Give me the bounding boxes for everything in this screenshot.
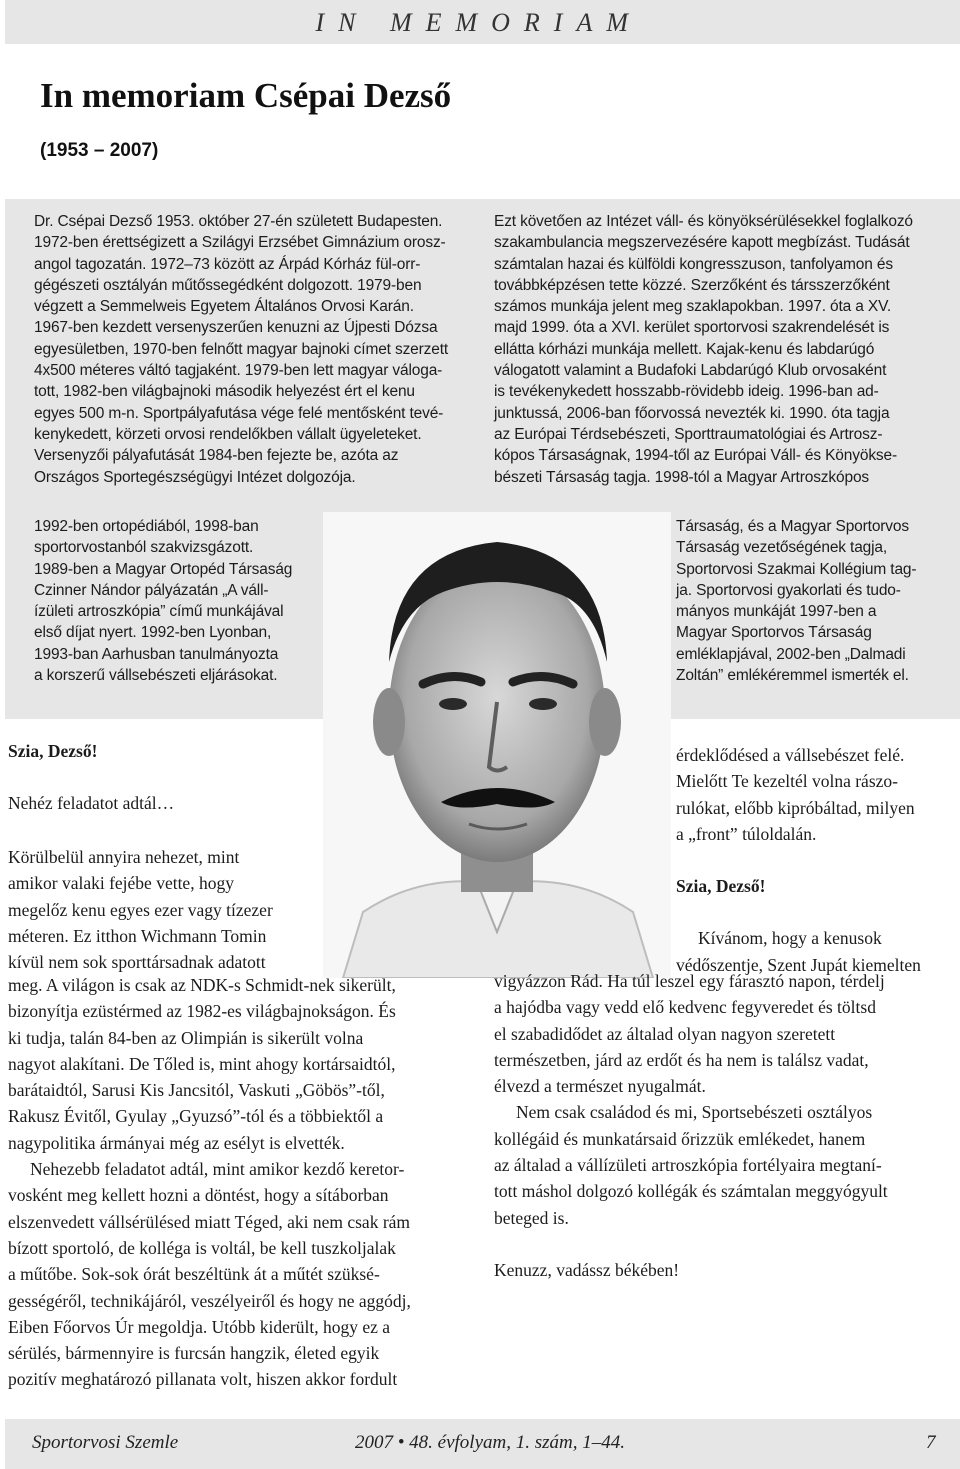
- tribute-left-column: [8, 972, 470, 1393]
- tribute-intro: [8, 738, 311, 817]
- bio-line: ja. Sportorvosi gyakorlati és tudo-: [676, 581, 901, 599]
- tribute-line: bizonyítja ezüstérmed az 1982-es világbajnokságon. És: [8, 1001, 396, 1022]
- article-title: In memoriam Csépai Dezső: [40, 76, 452, 115]
- bio-line: Zoltán” emlékéremmel ismerték el.: [676, 667, 909, 685]
- bio-line: gégészeti osztályán műtőssegédként dolgozott. 1979-ben: [34, 276, 422, 294]
- bio-line: Társaság, és a Magyar Sportorvos: [676, 518, 909, 535]
- issue-year: 2007: [355, 1432, 393, 1453]
- bio-line: Sportorvosi Szakmai Kollégium tag-: [676, 560, 917, 578]
- tribute-right-top: [676, 742, 956, 978]
- bio-line: Dr. Csépai Dezső 1953. október 27-én született Budapesten.: [34, 213, 443, 230]
- tribute-line: Eiben Főorvos Úr megoldja. Utóbb kiderült, hogy ez a: [8, 1316, 391, 1337]
- tribute-closing: Kenuzz, vadássz békében!: [494, 1259, 680, 1280]
- tribute-line: élvezd a természet nyugalmát.: [494, 1076, 706, 1097]
- bio-line: 4x500 méteres váltó tagjaként. 1979-ben lett magyar váloga-: [34, 362, 443, 380]
- bio-line: mányos munkáját 1997-ben a: [676, 603, 877, 621]
- tribute-line: a hajódba vagy vedd elő kedvenc fegyveredet és töltsd: [494, 997, 876, 1018]
- bio-right-narrow-column: [676, 516, 932, 686]
- bio-line: szakambulancia megszervezésére kapott megbízást. Tudását: [494, 234, 910, 252]
- bio-line: egyes 500 m-n. Sportpályafutása vége felé mentősként tevé-: [34, 404, 444, 422]
- tribute-line: az általad a vállízületi artroszkópia fortélyaira megtaní-: [494, 1155, 882, 1176]
- tribute-line: barátaidtól, Sarusi Kis Jancsitól, Vaskuti „Göbös”-től,: [8, 1080, 385, 1101]
- tribute-line: Nehéz feladatot adtál…: [8, 793, 175, 814]
- spacer: [676, 899, 956, 925]
- bio-line: 1992-ben ortopédiából, 1998-ban: [34, 518, 259, 535]
- tribute-line: meg. A világon is csak az NDK-s Schmidt-nek sikerült,: [8, 975, 396, 995]
- tribute-line: ki tudja, talán 84-ben az Olimpián is sikerült volna: [8, 1027, 364, 1048]
- bio-line: 1989-ben a Magyar Ortopéd Társaság: [34, 560, 293, 578]
- tribute-line: gességéről, technikájáról, veszélyeiről és hogy ne aggódj,: [8, 1290, 411, 1311]
- bio-line: számtalan hazai és külföldi kongresszuson, tanfolyamon és: [494, 255, 893, 273]
- journal-name: Sportorvosi Szemle: [32, 1432, 179, 1453]
- issue-info: [355, 1432, 625, 1454]
- bio-line: végzett a Semmelweis Egyetem Általános Orvosi Karán.: [34, 298, 414, 316]
- tribute-line: kívül nem sok sporttársadnak adatott: [8, 952, 266, 973]
- bio-left-narrow-column: [34, 516, 310, 686]
- section-header: IN MEMORIAM: [315, 8, 642, 37]
- article-dates: (1953 – 2007): [40, 140, 159, 161]
- bio-line: tott, 1982-ben világbajnoki második helyezést ért el kenu: [34, 383, 415, 401]
- tribute-line: tott máshol dolgozó kollégák és számtalan meggyógyult: [494, 1181, 888, 1202]
- tribute-line: Kívánom, hogy a kenusok: [698, 928, 882, 949]
- bio-line: junktussá, 2006-ban főorvossá nevezték ki. 1990. óta tagja: [494, 404, 890, 422]
- bio-line: Társaság vezetőségének tagja,: [676, 539, 888, 557]
- bio-line: is tevékenykedett hosszabb-rövidebb ideig. 1996-ban ad-: [494, 383, 879, 401]
- bio-line: egyesületben, 1970-ben felnőtt magyar bajnoki címet szerzett: [34, 340, 449, 358]
- bio-line: sportorvostanból szakvizsgázott.: [34, 539, 254, 557]
- bio-line: ízületi artroszkópia” című munkájával: [34, 603, 284, 621]
- tribute-line: Nem csak családod és mi, Sportsebészeti osztályos: [516, 1102, 873, 1123]
- spacer: [494, 1231, 956, 1257]
- tribute-line: amikor valaki fejébe vette, hogy: [8, 873, 234, 894]
- page-number: 7: [926, 1432, 936, 1453]
- bio-line: Czinner Nándor pályázatán „A váll-: [34, 581, 269, 599]
- bio-line: Magyar Sportorvos Társaság: [676, 624, 872, 642]
- tribute-line: kollégáid és munkatársaid őrizzük emlékedet, hanem: [494, 1128, 866, 1149]
- tribute-line: nagypolitika ármányai még az esélyt is elvették.: [8, 1132, 345, 1153]
- tribute-line: Körülbelül annyira nehezet, mint: [8, 847, 240, 867]
- tribute-line: Mielőtt Te kezeltél volna rászo-: [676, 771, 898, 792]
- issue-details: 48. évfolyam, 1. szám, 1–44.: [409, 1432, 625, 1453]
- bio-line: 1972-ben érettségizett a Szilágyi Erzsébet Gimnázium orosz-: [34, 234, 446, 252]
- tribute-right-column: [494, 968, 956, 1283]
- tribute-line: bízott sportoló, de kolléga is voltál, be kell tuszkoljalak: [8, 1237, 396, 1258]
- bio-line: 1993-ban Aarhusban tanulmányozta: [34, 645, 279, 663]
- bio-line: első díjat nyert. 1992-ben Lyonban,: [34, 624, 272, 642]
- bio-line: kópos Társaságnak, 1994-től az Európai Váll- és Könyökse-: [494, 447, 898, 465]
- tribute-line: a műtőbe. Sok-sok órát beszéltünk át a műtét szüksé-: [8, 1264, 380, 1285]
- tribute-line: el szabadidődet az általad olyan nagyon szeretett: [494, 1023, 836, 1044]
- tribute-line: Rakusz Évitől, Gyulay „Gyuzsó”-tól és a többiektől a: [8, 1106, 384, 1127]
- bio-line: emléklapjával, 2002-ben „Dalmadi: [676, 645, 906, 663]
- tribute-line: érdeklődésed a vállsebészet felé.: [676, 745, 905, 765]
- tribute-line: elszenvedett vállsérülésed miatt Téged, aki nem csak rám: [8, 1211, 411, 1232]
- bio-line: ellátta kórházi munkája mellett. Kajak-kenu és labdarúgó: [494, 340, 875, 358]
- bio-line: majd 1999. óta a XVI. kerület sportorvosi szakrendelését is: [494, 319, 890, 337]
- bio-line: bészeti Társaság tagja. 1998-tól a Magyar Artroszkópos: [494, 468, 870, 486]
- bio-line: kenykedett, körzeti orvosi rendelőkben vállalt ügyeleteket.: [34, 425, 422, 443]
- tribute-greeting: Szia, Dezső!: [8, 741, 98, 761]
- bio-line: Ezt követően az Intézet váll- és könyöksérülésekkel foglalkozó: [494, 213, 913, 230]
- tribute-line: vigyázzon Rád. Ha túl leszel egy fárasztó napon, térdelj: [494, 971, 885, 991]
- portrait-illustration: [323, 512, 671, 978]
- bio-line: Országos Sportegészségügyi Intézet dolgozója.: [34, 468, 356, 486]
- tribute-line: nagyot alakítani. De Tőled is, mint ahogy kortársaidtól,: [8, 1053, 396, 1074]
- tribute-greeting-2: Szia, Dezső!: [676, 876, 766, 897]
- tribute-line: beteged is.: [494, 1207, 569, 1228]
- bullet-separator: •: [397, 1432, 410, 1453]
- tribute-wrap-column: [8, 844, 311, 975]
- tribute-line: védőszentje, Szent Jupát kiemelten: [676, 954, 921, 975]
- bio-right-column: [494, 211, 932, 488]
- spacer: [676, 847, 956, 873]
- bio-line: válogatott valamint a Budafoki Labdarúgó Klub orvosaként: [494, 362, 887, 380]
- spacer: [8, 764, 311, 790]
- tribute-line: sérülés, bármennyire is furcsán hangzik, életed egyik: [8, 1343, 380, 1364]
- tribute-line: Nehezebb feladatot adtál, mint amikor kezdő keretor-: [30, 1159, 405, 1180]
- tribute-line: természetben, járd az erdőt és ha nem is találsz vadat,: [494, 1049, 869, 1070]
- bio-line: számos munkája jelent meg szaklapokban. 1997. óta a XV.: [494, 298, 892, 316]
- tribute-line: méteren. Ez itthon Wichmann Tomin: [8, 925, 267, 946]
- bio-line: továbbképzésen tette közzé. Szerzőként és társszerzőként: [494, 276, 890, 294]
- tribute-line: megelőz kenu egyes ezer vagy tízezer: [8, 899, 273, 920]
- tribute-line: a „front” túloldalán.: [676, 823, 817, 844]
- bio-left-column: [34, 211, 474, 488]
- bio-line: 1967-ben kezdett versenyszerűen kenuzni az Újpesti Dózsa: [34, 319, 438, 337]
- tribute-line: pozitív meghatározó pillanata volt, hiszen akkor fordult: [8, 1369, 398, 1390]
- tribute-line: vosként meg kellett hozni a döntést, hogy a sítáborban: [8, 1185, 389, 1206]
- bio-line: az Európai Térdsebészeti, Sporttraumatológiai és Artrosz-: [494, 425, 883, 443]
- bio-line: angol tagozatán. 1972–73 között az Árpád Kórház fül-orr-: [34, 255, 421, 273]
- tribute-line: rulókat, előbb kipróbáltad, milyen: [676, 797, 915, 818]
- portrait-photo: [323, 512, 671, 978]
- bio-line: a korszerű vállsebészeti eljárásokat.: [34, 667, 278, 685]
- bio-line: Versenyzői pályafutását 1984-ben fejezte be, azóta az: [34, 447, 399, 465]
